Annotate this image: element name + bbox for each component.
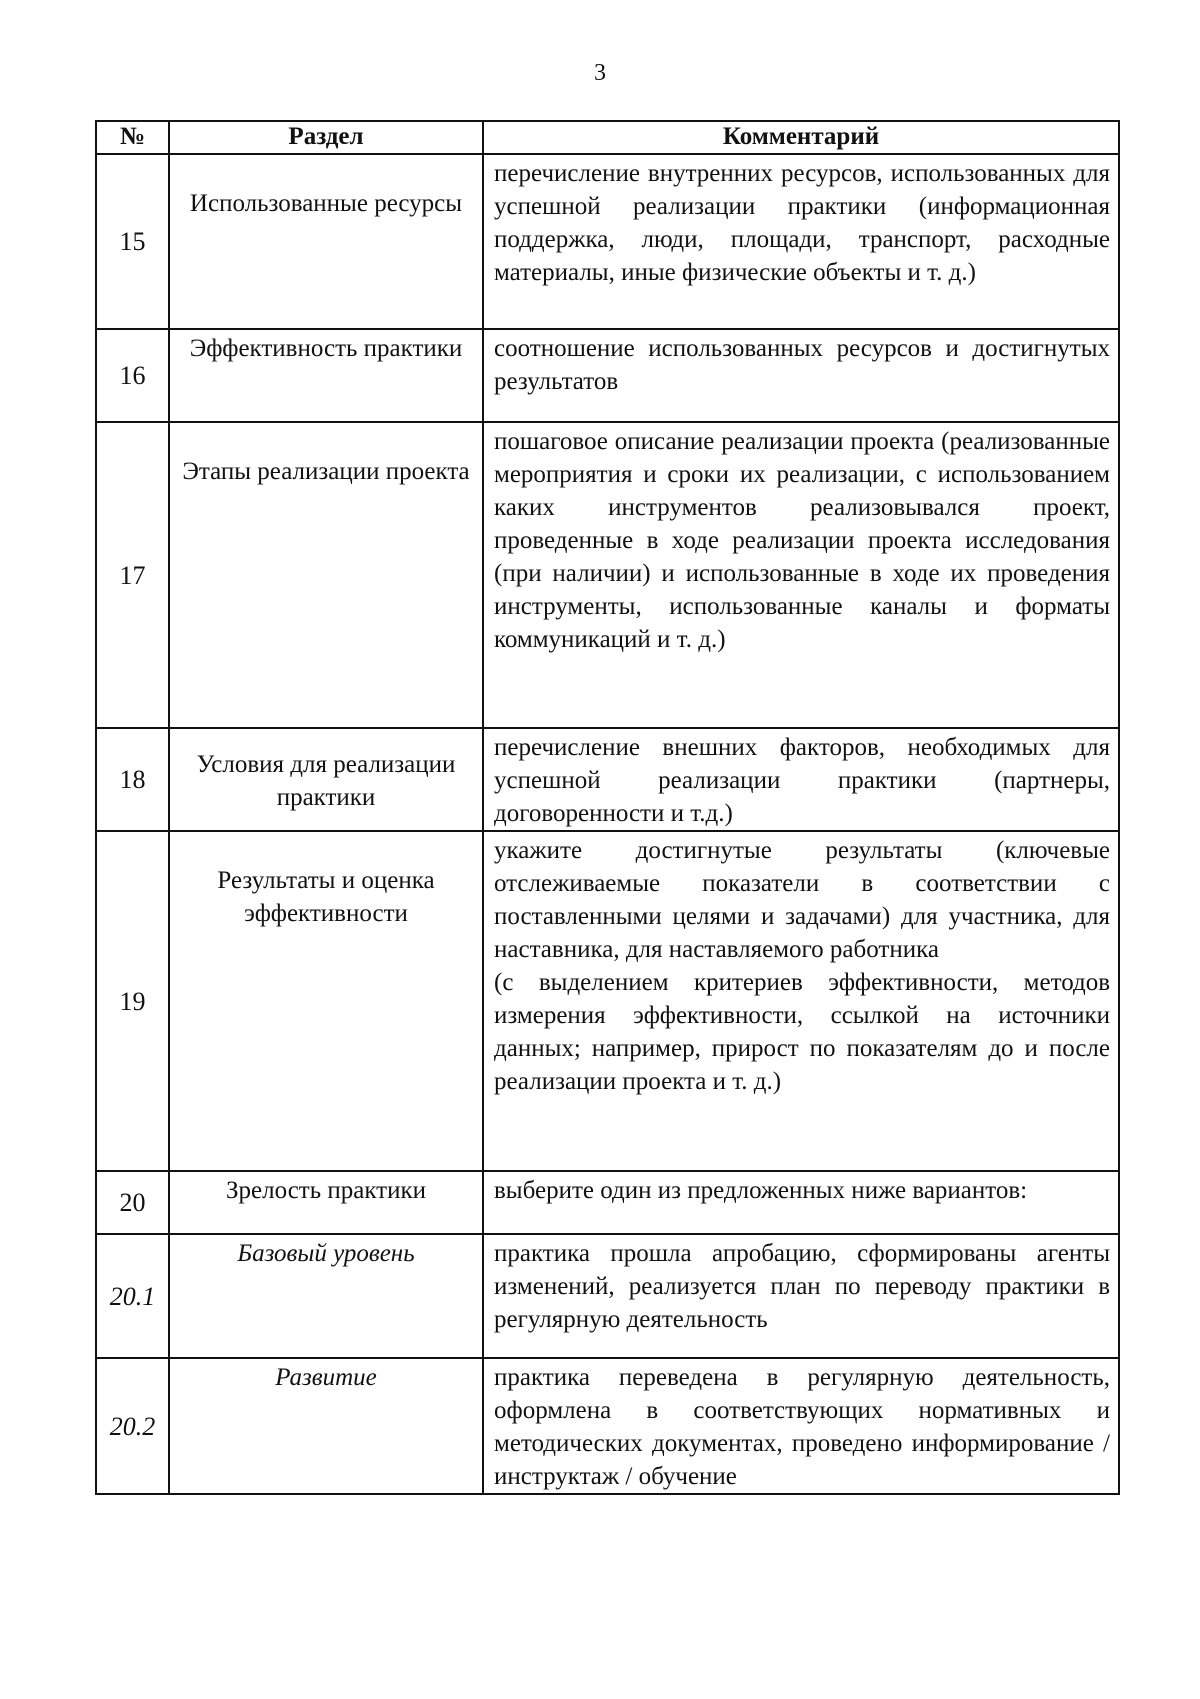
table-row [96, 154, 1119, 329]
table-header-row [96, 121, 1119, 154]
table-row [96, 831, 1119, 1171]
header-num: № [96, 121, 169, 154]
row-section: Этапы реализации проекта [169, 422, 483, 728]
row-section: Зрелость практики [169, 1171, 483, 1234]
table-row [96, 329, 1119, 422]
row-number: 20 [96, 1171, 169, 1234]
practice-sections-table [95, 120, 1120, 1495]
table-row [96, 1234, 1119, 1358]
row-section: Эффективность практики [169, 329, 483, 422]
row-number: 18 [96, 728, 169, 831]
table-row [96, 728, 1119, 831]
table-row [96, 422, 1119, 728]
row-number: 15 [96, 154, 169, 329]
header-section: Раздел [169, 121, 483, 154]
row-comment: перечисление внешних факторов, необходимых для успешной реализации практики (партнеры, договоренности и т.д.) [483, 728, 1119, 831]
table-row [96, 1358, 1119, 1494]
row-section: Развитие [169, 1358, 483, 1494]
row-number: 16 [96, 329, 169, 422]
row-comment: укажите достигнутые результаты (ключевые отслеживаемые показатели в соответствии с поставленными целями и задачами) для участника, для наставника, для наставляемого работника [494, 837, 1110, 963]
row-comment: пошаговое описание реализации проекта (реализованные мероприятия и сроки их реализации, с использованием каких инструментов реализовывался проект, проведенные в ходе реализации проекта исследования (при наличии) и использованные в ходе их проведения инструменты, использованные каналы и форматы коммуникаций и т. д.) [483, 422, 1119, 728]
header-comment: Комментарий [483, 121, 1119, 154]
row-comment: соотношение использованных ресурсов и достигнутых результатов [483, 329, 1119, 422]
row-comment: перечисление внутренних ресурсов, использованных для успешной реализации практики (информационная поддержка, люди, площади, транспорт, расходные материалы, иные физические объекты и т. д.) [483, 154, 1119, 329]
table-row [96, 1171, 1119, 1234]
row-comment: выберите один из предложенных ниже вариантов: [483, 1171, 1119, 1234]
row-number: 17 [96, 422, 169, 728]
row-section: Использованные ресурсы [169, 154, 483, 329]
row-section: Базовый уровень [169, 1234, 483, 1358]
row-number: 19 [96, 831, 169, 1171]
row-comment-extra: (с выделением критериев эффективности, методов измерения эффективности, ссылкой на источники данных; например, прирост по показателям до и после реализации проекта и т. д.) [494, 969, 1110, 1095]
page-number: 3 [594, 60, 606, 86]
row-comment: практика прошла апробацию, сформированы агенты изменений, реализуется план по переводу практики в регулярную деятельность [483, 1234, 1119, 1358]
row-section: Условия для реализации практики [169, 728, 483, 831]
row-number: 20.1 [96, 1234, 169, 1358]
row-comment: практика переведена в регулярную деятельность, оформлена в соответствующих нормативных и методических документах, проведено информирование / инструктаж / обучение [483, 1358, 1119, 1494]
row-number: 20.2 [96, 1358, 169, 1494]
row-section: Результаты и оценка эффективности [169, 831, 483, 1171]
row-comment-cell [483, 831, 1119, 1171]
